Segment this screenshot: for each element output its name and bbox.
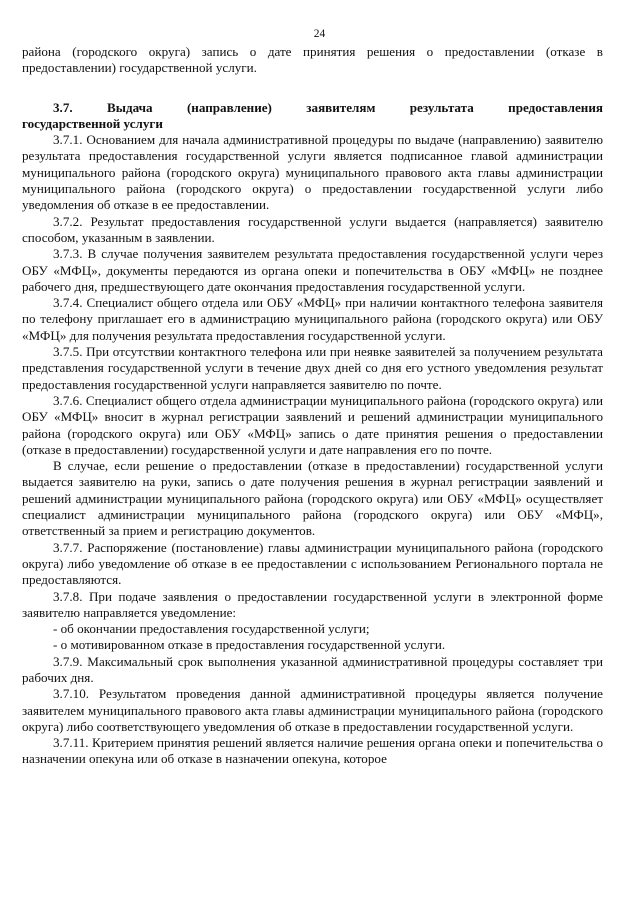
page-number: 24	[313, 28, 326, 40]
section-heading-line-1	[22, 100, 603, 116]
paragraph-3-7-6: 3.7.6. Специалист общего отдела администрации муниципального района (городского округа) или ОБУ «МФЦ» вносит в журнал регистрации заявлений и решений администрации муниципального района (городского округа) или ОБУ «МФЦ» запись о дате принятия решения о предоставлении (отказе в предоставлении) государственной услуги и дате направления его по почте.	[22, 392, 603, 457]
paragraph-3-7-10: 3.7.10. Результатом проведения данной административной процедуры является получение заявителем муниципального правового акта главы администрации муниципального района (городского округа) либо соответствующего уведомления об отказе в предоставлении государственной услуги.	[22, 686, 603, 734]
paragraph-3-7-8: 3.7.8. При подаче заявления о предоставлении государственной услуги в электронной форме заявителю направляется уведомление:	[22, 588, 603, 620]
paragraph-3-7-5: 3.7.5. При отсутствии контактного телефона или при неявке заявителей за получением результата представления государственной услуги в течение двух дней со дня его устного уведомления результат предоставления государственной услуги направляется заявителю по почте.	[22, 344, 603, 392]
document-body	[22, 44, 603, 768]
section-heading-line-2: государственной услуги	[22, 115, 163, 131]
heading-word: предоставления	[508, 99, 603, 115]
section-number: 3.7.	[53, 99, 73, 115]
paragraph-3-7-3: 3.7.3. В случае получения заявителем результата предоставления государственной услуги через ОБУ «МФЦ», документы передаются из органа опеки и попечительства в ОБУ «МФЦ» не позднее рабочего дня, предшествующего дате окончания предоставления государственной услуги.	[22, 246, 603, 294]
paragraph-3-7-1: 3.7.1. Основанием для начала административной процедуры по выдаче (направлению) заявителю результата предоставления государственной услуги является подписанное главой администрации муниципального района (городского округа) муниципального правового акта главы администрации муниципального района (городского округа) о предоставлении государственной услуги либо уведомления об отказе в ее предоставлении.	[22, 132, 603, 213]
list-item: - об окончании предоставления государственной услуги;	[53, 621, 370, 637]
spacer	[22, 77, 603, 100]
paragraph-3-7-4: 3.7.4. Специалист общего отдела или ОБУ «МФЦ» при наличии контактного телефона заявителя по телефону приглашает его в администрацию муниципального района (городского округа) или ОБУ «МФЦ» для получения результата предоставления государственной услуги.	[22, 295, 603, 343]
heading-word: заявителям	[306, 99, 376, 115]
heading-word: результата	[409, 99, 474, 115]
paragraph-3-7-6-continued: В случае, если решение о предоставлении (отказе в предоставлении) государственной услуги выдается заявителю на руки, запись о дате получения решения в журнал регистрации заявлений и решений администрации муниципального района (городского округа) или ОБУ «МФЦ» осуществляет специалист администрации муниципального района (городского округа) или ОБУ «МФЦ», ответственный за прием и регистрацию документов.	[22, 458, 603, 539]
paragraph-continuation: района (городского округа) запись о дате принятия решения о предоставлении (отказе в предоставлении) государственной услуги.	[22, 44, 603, 76]
list-item: - о мотивированном отказе в предоставления государственной услуги.	[53, 637, 446, 653]
heading-word: Выдача	[107, 99, 153, 115]
paragraph-3-7-7: 3.7.7. Распоряжение (постановление) главы администрации муниципального района (городского округа) либо уведомление об отказе в ее предоставлении с использованием Регионального портала не предоставляются.	[22, 539, 603, 588]
section-heading	[22, 100, 603, 133]
paragraph-3-7-9: 3.7.9. Максимальный срок выполнения указанной административной процедуры составляет три рабочих дня.	[22, 653, 603, 685]
heading-word: (направление)	[186, 99, 272, 115]
paragraph-3-7-11: 3.7.11. Критерием принятия решений является наличие решения органа опеки и попечительства о назначении опекуна или об отказе в назначении опекуна, которое	[22, 735, 603, 767]
paragraph-3-7-2: 3.7.2. Результат предоставления государственной услуги выдается (направляется) заявителю способом, указанным в заявлении.	[22, 213, 603, 245]
